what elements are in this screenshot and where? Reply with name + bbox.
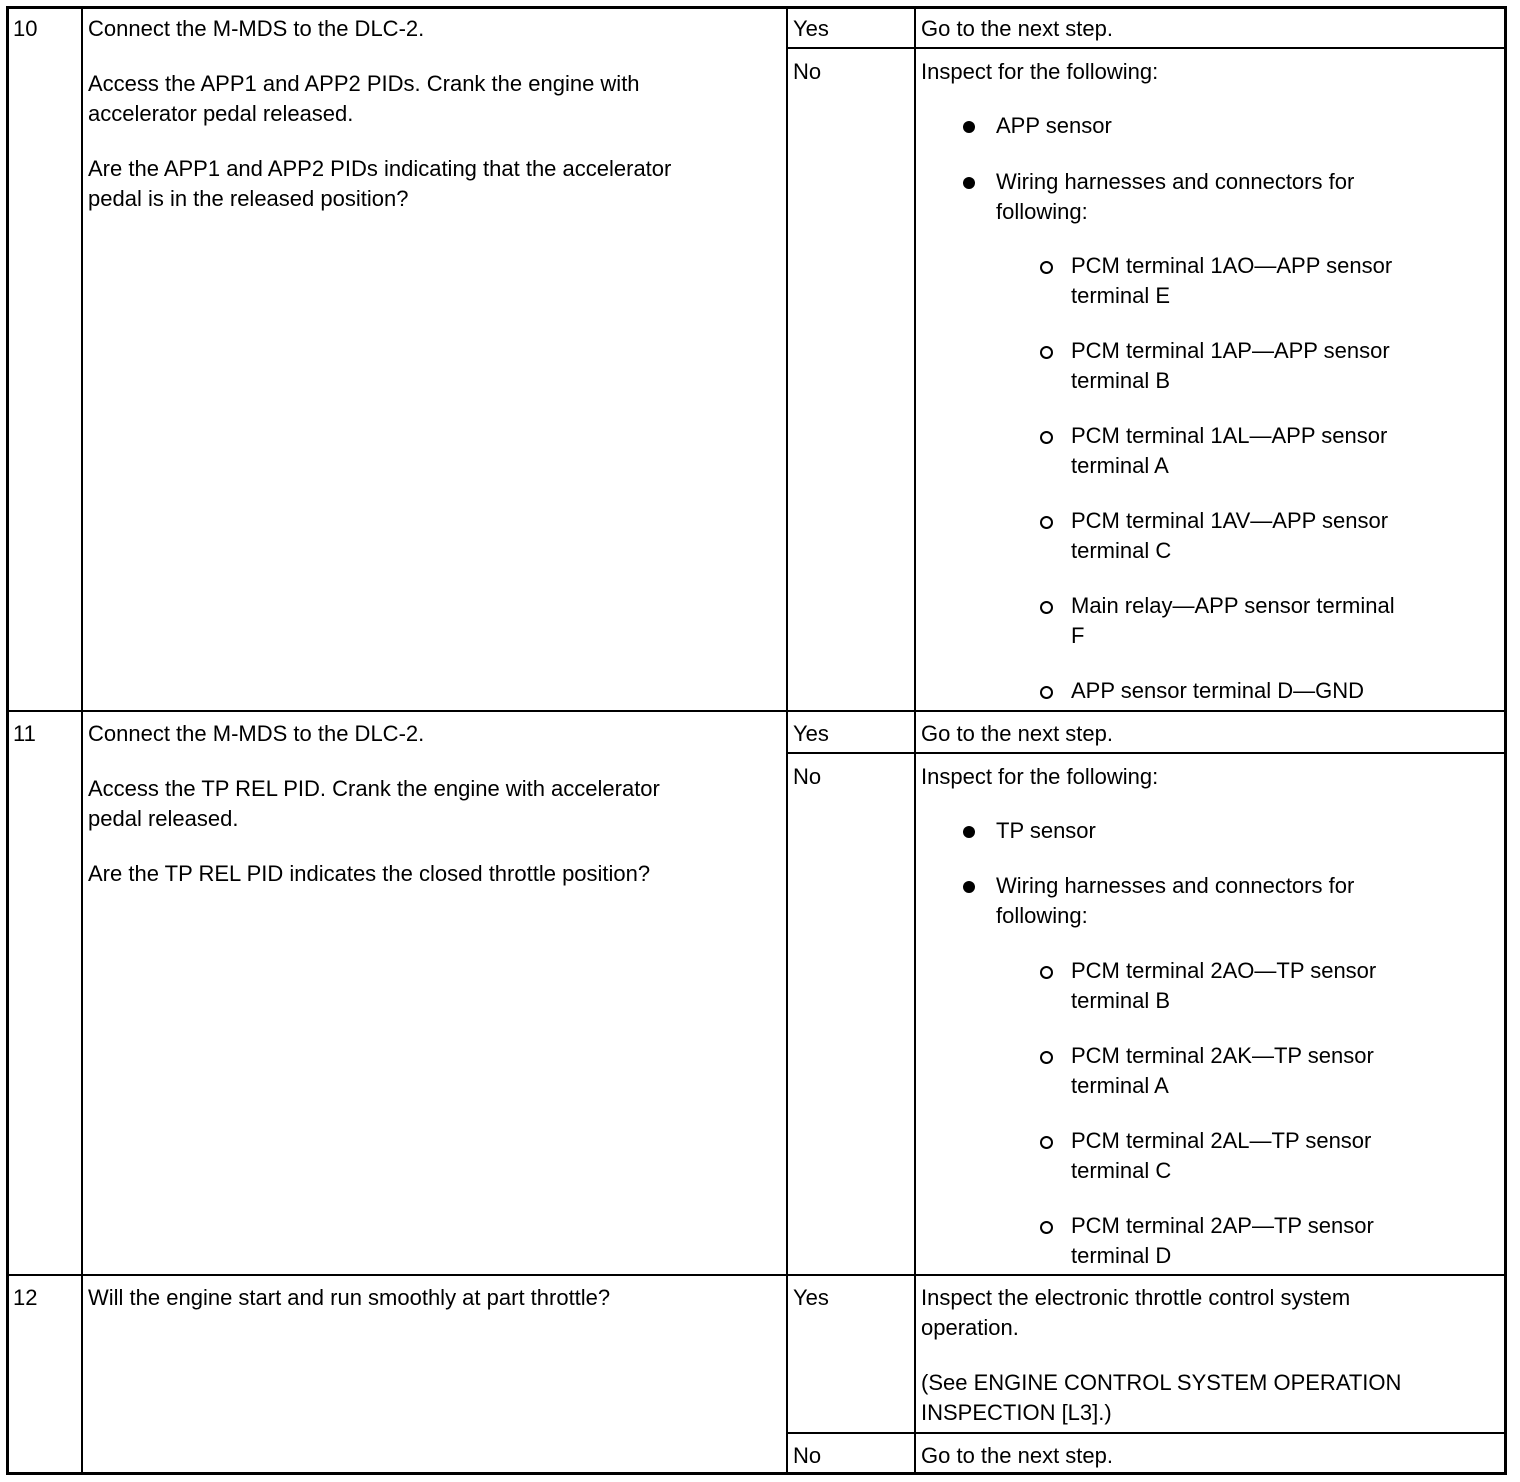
sub-item: F (1071, 623, 1085, 648)
bullet-item: following: (996, 903, 1088, 928)
sub-bullet-icon (1040, 346, 1053, 359)
question-text: Connect the M-MDS to the DLC-2. (88, 16, 425, 41)
step-number: 12 (13, 1285, 38, 1310)
sub-bullet-icon (1040, 601, 1053, 614)
sub-item: terminal A (1071, 453, 1169, 478)
row-divider (8, 710, 1505, 712)
yes-no-divider (787, 1432, 1505, 1434)
sub-item: PCM terminal 1AV—APP sensor (1071, 508, 1389, 533)
row-divider (8, 1274, 1505, 1276)
column-divider (786, 8, 788, 1474)
sub-item: terminal D (1071, 1243, 1172, 1268)
bullet-item: TP sensor (996, 818, 1096, 843)
sub-item: PCM terminal 2AO—TP sensor (1071, 958, 1377, 983)
question-text: pedal is in the released position? (88, 186, 409, 211)
sub-item: PCM terminal 1AO—APP sensor (1071, 253, 1393, 278)
sub-bullet-icon (1040, 686, 1053, 699)
sub-bullet-icon (1040, 516, 1053, 529)
sub-item: terminal A (1071, 1073, 1169, 1098)
yes-action: operation. (921, 1315, 1019, 1340)
question-text: Are the TP REL PID indicates the closed throttle position? (88, 861, 651, 886)
question-text: Will the engine start and run smoothly at part throttle? (88, 1285, 611, 1310)
column-divider (914, 8, 916, 1474)
sub-item: terminal C (1071, 1158, 1172, 1183)
question-text: Connect the M-MDS to the DLC-2. (88, 721, 425, 746)
yes-no-divider (787, 47, 1505, 49)
yes-label: Yes (793, 16, 829, 41)
question-text: Access the TP REL PID. Crank the engine with accelerator (88, 776, 660, 801)
sub-item: APP sensor terminal D—GND (1071, 678, 1365, 703)
sub-item: PCM terminal 2AL—TP sensor (1071, 1128, 1372, 1153)
question-text: accelerator pedal released. (88, 101, 354, 126)
bullet-item: following: (996, 199, 1088, 224)
yes-action: Go to the next step. (921, 721, 1114, 746)
yes-no-divider (787, 752, 1505, 754)
sub-item: PCM terminal 1AL—APP sensor (1071, 423, 1388, 448)
bullet-icon (963, 826, 975, 838)
sub-bullet-icon (1040, 1221, 1053, 1234)
yes-label: Yes (793, 1285, 829, 1310)
no-label: No (793, 1443, 822, 1468)
yes-label: Yes (793, 721, 829, 746)
question-text: pedal released. (88, 806, 239, 831)
step-number: 10 (13, 16, 38, 41)
sub-bullet-icon (1040, 966, 1053, 979)
no-label: No (793, 59, 822, 84)
yes-action: Go to the next step. (921, 16, 1114, 41)
bullet-icon (963, 881, 975, 893)
sub-item: PCM terminal 2AK—TP sensor (1071, 1043, 1374, 1068)
yes-action: Inspect the electronic throttle control system (921, 1285, 1351, 1310)
bullet-item: Wiring harnesses and connectors for (996, 873, 1355, 898)
sub-item: Main relay—APP sensor terminal (1071, 593, 1395, 618)
no-intro: Inspect for the following: (921, 764, 1159, 789)
sub-bullet-icon (1040, 261, 1053, 274)
no-label: No (793, 764, 822, 789)
no-action: Go to the next step. (921, 1443, 1114, 1468)
sub-bullet-icon (1040, 431, 1053, 444)
yes-action: (See ENGINE CONTROL SYSTEM OPERATION (921, 1370, 1402, 1395)
step-number: 11 (13, 721, 36, 746)
sub-item: PCM terminal 1AP—APP sensor (1071, 338, 1390, 363)
sub-item: terminal B (1071, 988, 1171, 1013)
sub-item: terminal B (1071, 368, 1171, 393)
sub-bullet-icon (1040, 1136, 1053, 1149)
sub-item: terminal C (1071, 538, 1172, 563)
no-intro: Inspect for the following: (921, 59, 1159, 84)
column-divider (81, 8, 83, 1474)
bullet-item: APP sensor (996, 113, 1112, 138)
question-text: Are the APP1 and APP2 PIDs indicating that the accelerator (88, 156, 672, 181)
sub-item: PCM terminal 2AP—TP sensor (1071, 1213, 1374, 1238)
sub-item: terminal E (1071, 283, 1171, 308)
bullet-icon (963, 177, 975, 189)
bullet-item: Wiring harnesses and connectors for (996, 169, 1355, 194)
yes-action: INSPECTION [L3].) (921, 1400, 1112, 1425)
bullet-icon (963, 121, 975, 133)
sub-bullet-icon (1040, 1051, 1053, 1064)
question-text: Access the APP1 and APP2 PIDs. Crank the engine with (88, 71, 640, 96)
